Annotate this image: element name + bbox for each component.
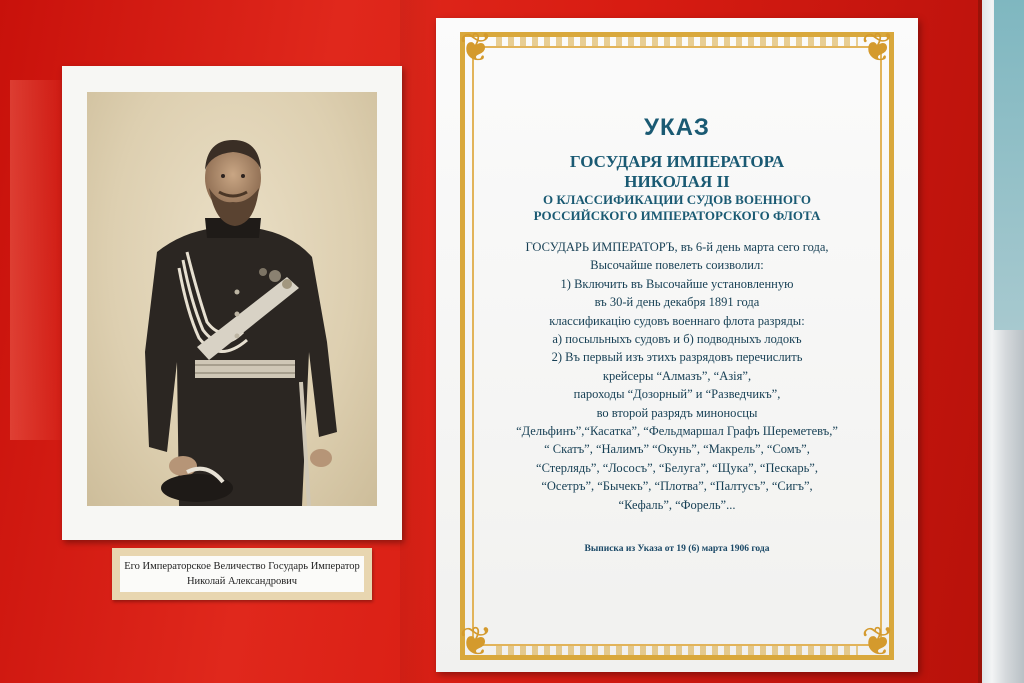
decree-line: крейсеры “Алмазъ”, “Азiя”,	[602, 368, 752, 383]
decree-line: “Дельфинъ”,“Касатка”, “Фельдмаршал Графъ Шереметевъ,”	[516, 424, 838, 439]
decree-line: “ Скатъ”, “Налимъ” “Окунь”, “Макрель”, “Сомъ”,	[544, 442, 810, 457]
caption-line-1: Его Императорское Величество Государь Император	[124, 561, 360, 572]
decree-line: а) посыльныхъ судовъ и б) подводныхъ лодокъ	[552, 332, 802, 347]
decree-subtitle-1: ГОСУДАРЯ ИМПЕРАТОРА	[569, 152, 785, 171]
corner-ornament-icon: ❦	[459, 619, 493, 665]
ornament-top	[496, 36, 858, 46]
decree-line: классификацiю судовъ военнаго флота разряды:	[549, 313, 805, 328]
decree-text	[476, 114, 878, 514]
decree-line: во второй разрядъ миноносцы	[596, 405, 758, 420]
decree-line: пароходы “Дозорный” и “Разведчикъ”,	[573, 387, 781, 402]
decree-line: 2) Въ первый изъ этихъ разрядовъ перечислить	[551, 350, 803, 365]
decree-body	[476, 238, 878, 514]
corner-ornament-icon: ❦	[861, 25, 895, 71]
ornament-bottom	[496, 646, 858, 656]
shadow-band	[400, 0, 440, 683]
decree-line: Высочайше повелеть соизволил:	[590, 258, 764, 273]
decree-subtitle-4: РОССИЙСКОГО ИМПЕРАТОРСКОГО ФЛОТА	[533, 208, 821, 223]
portrait-mount	[62, 66, 402, 540]
decree-subtitle-3: О КЛАССИФИКАЦИИ СУДОВ ВОЕННОГО	[542, 192, 812, 207]
caption-line-2: Николай Александрович	[186, 576, 298, 587]
decree-sheet	[436, 18, 918, 672]
decree-footer-note: Выписка из Указа от 19 (6) марта 1906 года	[584, 544, 770, 554]
decree-line: “Стерлядь”, “Лососъ”, “Белуга”, “Щука”, “Пескарь”,	[536, 460, 818, 475]
decree-line: “Осетръ”, “Бычекъ”, “Плотва”, “Палтусъ”, “Сигъ”,	[541, 479, 813, 494]
decree-line: 1) Включить въ Высочайше установленную	[560, 276, 794, 291]
decree-line: ГОСУДАРЬ ИМПЕРАТОРЪ, въ 6-й день марта сего года,	[525, 240, 829, 254]
portrait-photo	[87, 92, 377, 506]
caption-text	[120, 556, 364, 592]
corner-ornament-icon: ❦	[459, 25, 493, 71]
portrait-caption-label	[112, 548, 372, 600]
decree-subtitle-2: НИКОЛАЯ II	[624, 172, 730, 191]
corner-ornament-icon: ❦	[861, 619, 895, 665]
decree-line: въ 30-й день декабря 1891 года	[594, 295, 760, 310]
frame-shadow	[978, 0, 982, 683]
decree-title: УКАЗ	[644, 114, 710, 141]
wall-background	[994, 0, 1024, 330]
display-frame-edge	[978, 0, 1024, 683]
portrait-figure	[87, 92, 377, 506]
decree-line: “Кефаль”, “Форель”...	[618, 497, 736, 512]
light-reflection	[10, 80, 70, 440]
